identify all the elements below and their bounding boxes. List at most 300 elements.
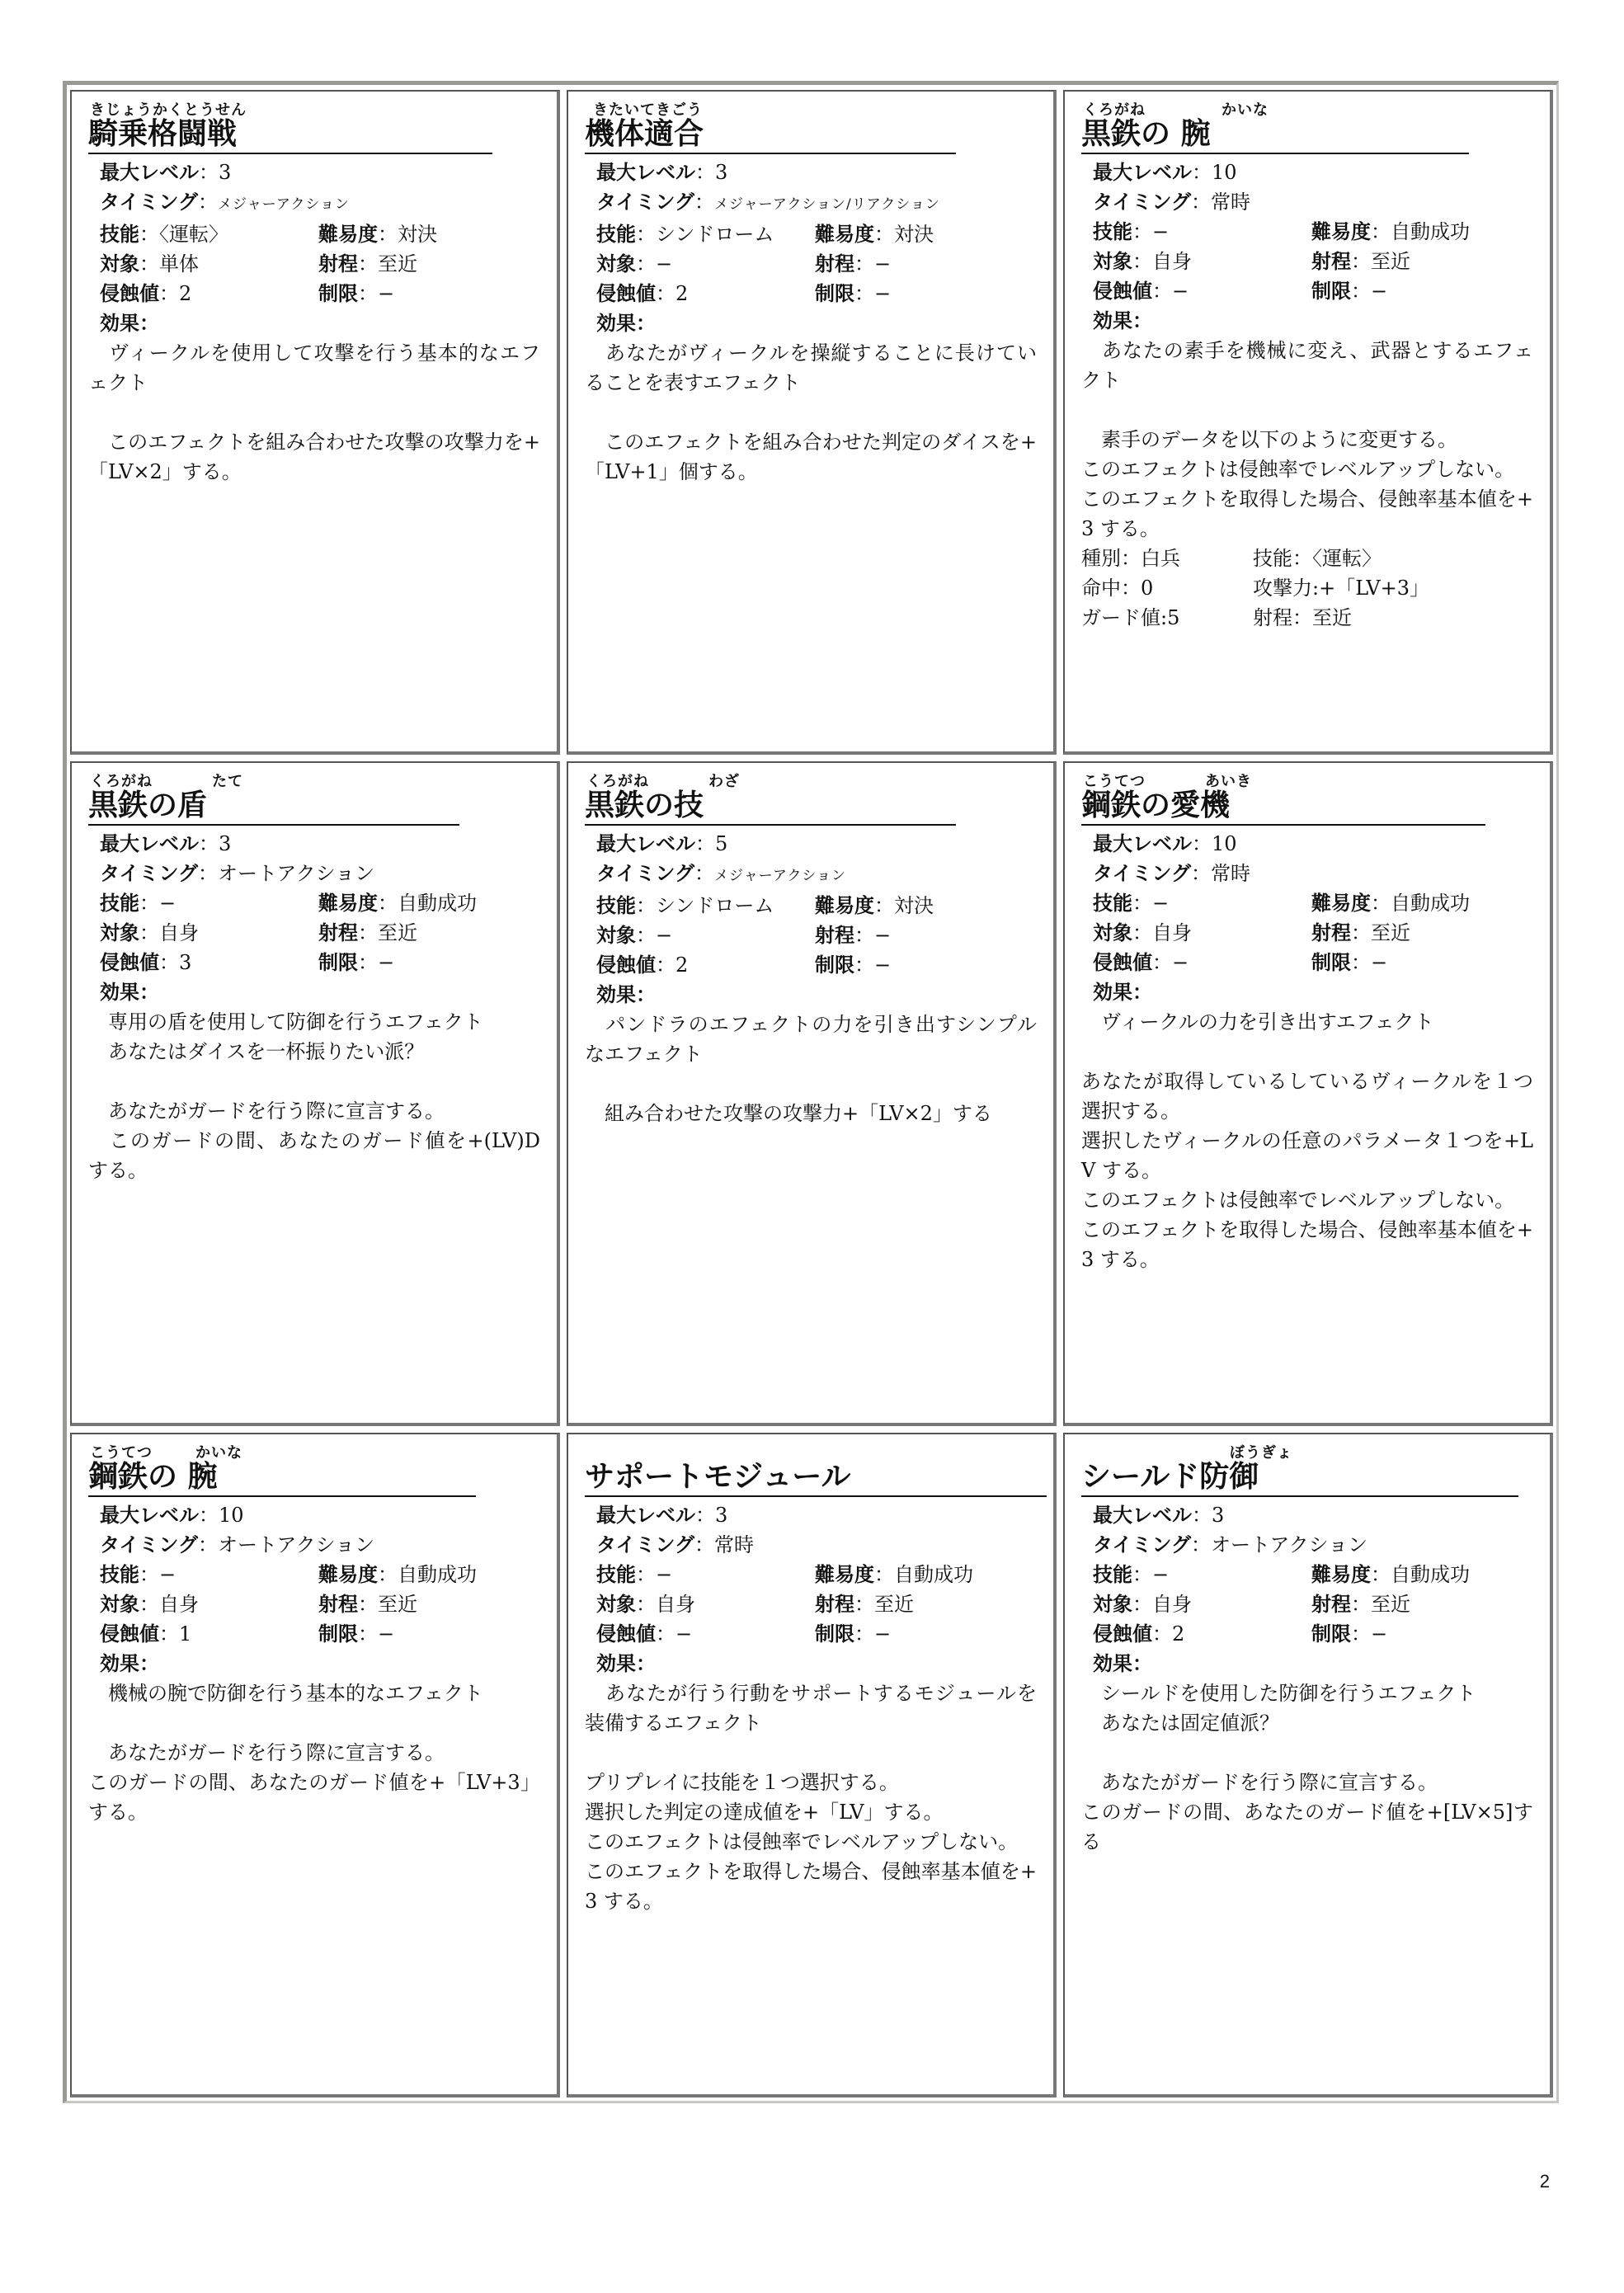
erosion-row <box>88 948 540 977</box>
max-level-label: 最大レベル <box>596 161 695 184</box>
title-ruby <box>1081 98 1533 119</box>
range-cell: 射程：至近 <box>318 921 417 944</box>
skill-cell: 技能：〈運転〉 <box>100 223 228 246</box>
weapon-attack <box>1253 573 1429 603</box>
range-cell: 射程：至近 <box>1311 921 1410 944</box>
target-cell: 対象：自身 <box>1093 921 1192 944</box>
erosion-label: 侵蝕値 <box>1093 951 1152 974</box>
ruby-text: くろがね <box>90 773 153 790</box>
skill-cell: 技能：− <box>100 892 177 915</box>
max-level-value: 3 <box>219 161 232 184</box>
ruby-text: たて <box>212 773 243 790</box>
limit-value: − <box>874 953 892 977</box>
difficulty-value: 自動成功 <box>1391 892 1470 915</box>
erosion-cell: 侵蝕値：1 <box>100 1622 192 1646</box>
skill-row <box>88 1560 540 1589</box>
ruby-text: くろがね <box>1083 101 1146 119</box>
timing-row: タイミング：常時 <box>596 1533 755 1556</box>
effect-label: 効果： <box>596 983 656 1006</box>
erosion-cell: 侵蝕値：− <box>1093 280 1189 303</box>
erosion-row <box>1081 276 1533 306</box>
skill-row <box>1081 1560 1533 1589</box>
effect-text: あなたがガードを行う際に宣言する。 <box>88 1741 445 1764</box>
effect-card <box>70 761 560 1426</box>
skill-row <box>1081 888 1533 918</box>
range-value: 至近 <box>1371 250 1410 273</box>
range-label: 射程 <box>1311 1593 1351 1616</box>
difficulty-label: 難易度 <box>815 894 874 917</box>
effect-card <box>567 90 1057 755</box>
skill-label: 技能 <box>100 223 139 246</box>
card-sheet <box>63 81 1559 2103</box>
range-label: 射程 <box>815 252 854 275</box>
max-level-row: 最大レベル：10 <box>100 1504 244 1527</box>
difficulty-cell: 難易度：自動成功 <box>1311 220 1470 243</box>
erosion-value: 2 <box>675 953 689 977</box>
card-title: シールド防御 <box>1081 1459 1518 1497</box>
skill-value: 〈運転〉 <box>159 223 228 246</box>
target-row <box>1081 247 1533 276</box>
limit-cell: 制限：− <box>815 953 892 977</box>
effect-text: このエフェクトは侵蝕率でレベルアップしない。 <box>1081 458 1515 481</box>
range-cell: 射程：至近 <box>318 252 417 275</box>
erosion-label: 侵蝕値 <box>596 1622 656 1646</box>
max-level-value: 10 <box>1212 161 1237 184</box>
range-value: 至近 <box>378 252 417 275</box>
effect-card <box>567 761 1057 1426</box>
erosion-label: 侵蝕値 <box>100 951 159 974</box>
title-ruby <box>88 98 540 119</box>
difficulty-cell: 難易度：自動成功 <box>1311 1563 1470 1586</box>
limit-value: − <box>378 282 395 305</box>
timing-row: タイミング：メジャーアクション <box>596 862 847 885</box>
skill-row <box>88 219 540 249</box>
effect-text: あなたはダイスを一杯振りたい派？ <box>88 1040 425 1063</box>
timing-value: メジャーアクション <box>714 868 847 884</box>
max-level-label: 最大レベル <box>100 1504 199 1527</box>
effect-text: あなたの素手を機械に変え、武器とするエフェクト <box>1081 339 1533 392</box>
target-label: 対象 <box>100 921 139 944</box>
paragraph-gap <box>88 1066 540 1096</box>
erosion-value: 3 <box>179 951 192 974</box>
target-value: − <box>656 252 673 275</box>
ruby-text: わざ <box>708 773 740 790</box>
effect-text: このエフェクトは侵蝕率でレベルアップしない。 <box>1081 1189 1515 1212</box>
range-value: 至近 <box>378 1593 417 1616</box>
range-label: 射程 <box>318 1593 358 1616</box>
timing-value: 常時 <box>1211 862 1251 885</box>
target-cell: 対象：自身 <box>1093 1593 1192 1616</box>
skill-value: − <box>1152 220 1170 243</box>
target-cell: 対象：自身 <box>100 921 199 944</box>
erosion-value: 2 <box>1172 1622 1185 1646</box>
max-level-row: 最大レベル：3 <box>100 832 232 855</box>
effect-text: このエフェクトを取得した場合、侵蝕率基本値を+3 する。 <box>1081 487 1533 540</box>
difficulty-label: 難易度 <box>1311 1563 1371 1586</box>
effect-text: あなたがガードを行う際に宣言する。 <box>88 1099 445 1123</box>
timing-value: 常時 <box>714 1533 755 1556</box>
effect-text: このエフェクトを組み合わせた判定のダイスを+「LV+1」個する。 <box>585 431 1037 483</box>
weapon-attack-label: 攻撃力: <box>1253 577 1320 600</box>
effect-text: あなたがヴィークルを操縦することに長けていることを表すエフェクト <box>585 341 1037 394</box>
target-row <box>585 1589 1037 1619</box>
skill-cell: 技能：− <box>596 1563 673 1586</box>
max-level-label: 最大レベル <box>1093 1504 1192 1527</box>
target-row <box>88 1589 540 1619</box>
timing-value: メジャーアクション <box>218 196 351 213</box>
max-level-value: 10 <box>219 1504 244 1527</box>
limit-cell: 制限：− <box>1311 1622 1388 1646</box>
target-row <box>1081 1589 1533 1619</box>
card-title: 黒鉄の技 <box>585 788 956 826</box>
max-level-label: 最大レベル <box>596 832 695 855</box>
skill-row <box>585 891 1037 920</box>
effect-label: 効果： <box>1093 1652 1152 1675</box>
title-ruby <box>585 98 1037 119</box>
title-ruby <box>88 1441 540 1462</box>
range-value: 至近 <box>1371 921 1410 944</box>
target-cell: 対象：自身 <box>1093 250 1192 273</box>
max-level-label: 最大レベル <box>100 161 199 184</box>
effect-text: このガードの間、あなたのガード値を+[LV×5]する <box>1081 1801 1533 1853</box>
difficulty-value: 自動成功 <box>1391 220 1470 243</box>
timing-row: タイミング：常時 <box>1093 191 1251 214</box>
weapon-hit-label: 命中： <box>1081 577 1141 600</box>
timing-label: タイミング <box>1093 1533 1192 1556</box>
skill-row <box>585 219 1037 249</box>
weapon-range-value: 至近 <box>1312 606 1352 629</box>
weapon-type-label: 種別： <box>1081 547 1141 570</box>
timing-value: 常時 <box>1211 191 1251 214</box>
max-level-row: 最大レベル：5 <box>596 832 728 855</box>
range-label: 射程 <box>1311 921 1351 944</box>
target-label: 対象 <box>596 1593 636 1616</box>
ruby-text: きたいてきごう <box>593 101 703 119</box>
timing-row: タイミング：常時 <box>1093 862 1251 885</box>
range-value: 至近 <box>874 1593 914 1616</box>
weapon-type <box>1081 544 1253 573</box>
weapon-guard <box>1081 603 1253 633</box>
erosion-value: − <box>1172 951 1189 974</box>
max-level-value: 3 <box>715 1504 728 1527</box>
range-value: 至近 <box>1371 1593 1410 1616</box>
max-level-value: 10 <box>1212 832 1237 855</box>
difficulty-label: 難易度 <box>318 892 378 915</box>
limit-label: 制限 <box>318 282 358 305</box>
erosion-label: 侵蝕値 <box>596 953 656 977</box>
target-label: 対象 <box>1093 921 1132 944</box>
target-label: 対象 <box>100 1593 139 1616</box>
effect-text: 素手のデータを以下のように変更する。 <box>1081 428 1457 451</box>
skill-value: シンドローム <box>656 223 774 246</box>
limit-label: 制限 <box>815 1622 854 1646</box>
skill-value: − <box>1152 1563 1170 1586</box>
effect-text: 選択したヴィークルの任意のパラメータ１つを+LV する。 <box>1081 1129 1533 1182</box>
range-cell: 射程：− <box>815 924 892 947</box>
card-grid <box>70 90 1553 2098</box>
card-title: 鋼鉄の 腕 <box>88 1459 476 1497</box>
max-level-value: 3 <box>1212 1504 1225 1527</box>
limit-value: − <box>874 1622 892 1646</box>
max-level-row: 最大レベル：3 <box>596 1504 728 1527</box>
timing-value: オートアクション <box>1211 1533 1368 1556</box>
limit-label: 制限 <box>815 953 854 977</box>
weapon-hit-value: 0 <box>1141 577 1154 600</box>
target-value: 自身 <box>656 1593 695 1616</box>
max-level-label: 最大レベル <box>596 1504 695 1527</box>
effect-label: 効果： <box>1093 981 1152 1004</box>
erosion-label: 侵蝕値 <box>596 282 656 305</box>
skill-cell: 技能：− <box>1093 1563 1170 1586</box>
difficulty-value: 対決 <box>894 223 934 246</box>
range-cell: 射程：至近 <box>815 1593 914 1616</box>
range-cell: 射程：− <box>815 252 892 275</box>
max-level-label: 最大レベル <box>100 832 199 855</box>
limit-cell: 制限：− <box>1311 280 1388 303</box>
paragraph-gap <box>1081 1738 1533 1768</box>
paragraph-gap <box>88 1708 540 1738</box>
weapon-range-label: 射程： <box>1253 606 1312 629</box>
timing-row: タイミング：オートアクション <box>100 862 375 885</box>
target-row <box>88 249 540 279</box>
target-label: 対象 <box>596 252 636 275</box>
limit-label: 制限 <box>318 951 358 974</box>
range-label: 射程 <box>815 1593 854 1616</box>
erosion-value: − <box>1172 280 1189 303</box>
target-value: − <box>656 924 673 947</box>
limit-label: 制限 <box>1311 280 1351 303</box>
effect-card <box>567 1433 1057 2098</box>
ruby-text: かいな <box>1222 101 1269 119</box>
difficulty-label: 難易度 <box>815 223 874 246</box>
timing-label: タイミング <box>100 191 199 214</box>
erosion-label: 侵蝕値 <box>100 1622 159 1646</box>
effect-text: パンドラのエフェクトの力を引き出すシンプルなエフェクト <box>585 1013 1037 1066</box>
target-cell: 対象：− <box>596 924 673 947</box>
effect-card <box>1063 761 1553 1426</box>
effect-text: 機械の腕で防御を行う基本的なエフェクト <box>88 1682 483 1705</box>
erosion-value: 1 <box>179 1622 192 1646</box>
target-value: 自身 <box>159 1593 199 1616</box>
effect-text: ヴィークルを使用して攻撃を行う基本的なエフェクト <box>88 341 540 394</box>
erosion-value: 2 <box>179 282 192 305</box>
title-ruby <box>585 1441 1037 1459</box>
paragraph-gap <box>585 1069 1037 1099</box>
skill-cell: 技能：− <box>1093 892 1170 915</box>
max-level-row: 最大レベル：3 <box>1093 1504 1225 1527</box>
erosion-cell: 侵蝕値：3 <box>100 951 192 974</box>
effect-label: 効果： <box>100 981 159 1004</box>
difficulty-label: 難易度 <box>1311 892 1371 915</box>
erosion-cell: 侵蝕値：2 <box>596 282 689 305</box>
effect-text: プリプレイに技能を１つ選択する。 <box>585 1771 899 1794</box>
max-level-row: 最大レベル：3 <box>596 161 728 184</box>
limit-cell: 制限：− <box>318 951 395 974</box>
skill-cell: 技能：− <box>100 1563 177 1586</box>
effect-text: あなたは固定値派？ <box>1081 1712 1279 1735</box>
title-ruby <box>1081 1441 1533 1462</box>
effect-card <box>1063 1433 1553 2098</box>
skill-value: − <box>656 1563 673 1586</box>
effect-card <box>70 1433 560 2098</box>
erosion-row <box>88 1619 540 1649</box>
ruby-text: ぼうぎょ <box>1230 1444 1292 1462</box>
weapon-guard-value: 5 <box>1167 606 1180 629</box>
card-title: 黒鉄の盾 <box>88 788 459 826</box>
limit-label: 制限 <box>815 282 854 305</box>
max-level-value: 3 <box>715 161 728 184</box>
erosion-cell: 侵蝕値：2 <box>596 953 689 977</box>
effect-text: このエフェクトは侵蝕率でレベルアップしない。 <box>585 1830 1019 1853</box>
limit-value: − <box>378 951 395 974</box>
target-label: 対象 <box>1093 1593 1132 1616</box>
skill-label: 技能 <box>100 1563 139 1586</box>
card-title: 鋼鉄の愛機 <box>1081 788 1485 826</box>
effect-text: あなたが行う行動をサポートするモジュールを装備するエフェクト <box>585 1682 1037 1735</box>
timing-label: タイミング <box>100 1533 199 1556</box>
difficulty-value: 自動成功 <box>894 1563 973 1586</box>
weapon-skill-value: 〈運転〉 <box>1312 547 1382 570</box>
range-cell: 射程：至近 <box>318 1593 417 1616</box>
effect-label: 効果： <box>596 312 656 335</box>
difficulty-value: 自動成功 <box>398 892 477 915</box>
limit-value: − <box>378 1622 395 1646</box>
erosion-cell: 侵蝕値：2 <box>100 282 192 305</box>
limit-value: − <box>1371 951 1388 974</box>
limit-label: 制限 <box>1311 951 1351 974</box>
target-label: 対象 <box>596 924 636 947</box>
target-row <box>1081 918 1533 948</box>
timing-label: タイミング <box>1093 862 1192 885</box>
difficulty-cell: 難易度：自動成功 <box>318 892 477 915</box>
paragraph-gap <box>1081 1037 1533 1066</box>
difficulty-value: 自動成功 <box>1391 1563 1470 1586</box>
effect-label: 効果： <box>100 1652 159 1675</box>
target-label: 対象 <box>100 252 139 275</box>
limit-cell: 制限：− <box>318 282 395 305</box>
erosion-label: 侵蝕値 <box>100 282 159 305</box>
effect-text: あなたが取得しているしているヴィークルを１つ選択する。 <box>1081 1070 1533 1123</box>
weapon-stat-row <box>1081 544 1533 573</box>
target-row <box>88 918 540 948</box>
limit-value: − <box>874 282 892 305</box>
range-label: 射程 <box>815 924 854 947</box>
limit-cell: 制限：− <box>815 1622 892 1646</box>
weapon-type-value: 白兵 <box>1141 547 1180 570</box>
weapon-attack-value: +「LV+3」 <box>1319 577 1430 600</box>
skill-value: シンドローム <box>656 894 774 917</box>
max-level-row: 最大レベル：10 <box>1093 161 1237 184</box>
weapon-guard-label: ガード値: <box>1081 606 1168 629</box>
ruby-text: こうてつ <box>90 1444 153 1462</box>
title-ruby <box>1081 770 1533 788</box>
difficulty-value: 対決 <box>398 223 437 246</box>
target-value: 自身 <box>1152 250 1192 273</box>
difficulty-cell: 難易度：自動成功 <box>318 1563 477 1586</box>
limit-value: − <box>1371 1622 1388 1646</box>
card-title: 騎乗格闘戦 <box>88 116 492 154</box>
target-label: 対象 <box>1093 250 1132 273</box>
effect-text: あなたがガードを行う際に宣言する。 <box>1081 1771 1438 1794</box>
ruby-text: きじょうかくとうせん <box>90 101 247 119</box>
skill-row <box>585 1560 1037 1589</box>
target-value: 自身 <box>159 921 199 944</box>
effect-card <box>70 90 560 755</box>
erosion-cell: 侵蝕値：− <box>596 1622 693 1646</box>
paragraph-gap <box>1081 395 1533 425</box>
ruby-text: あいき <box>1205 773 1252 790</box>
effect-text: このガードの間、あなたのガード値を+(LV)D する。 <box>88 1129 547 1182</box>
skill-label: 技能 <box>596 894 636 917</box>
max-level-label: 最大レベル <box>1093 161 1192 184</box>
skill-label: 技能 <box>1093 892 1132 915</box>
erosion-label: 侵蝕値 <box>1093 1622 1152 1646</box>
effect-text: このエフェクトを取得した場合、侵蝕率基本値を+3 する。 <box>585 1860 1037 1913</box>
timing-label: タイミング <box>596 862 695 885</box>
skill-label: 技能 <box>100 892 139 915</box>
range-value: − <box>874 924 892 947</box>
limit-value: − <box>1371 280 1388 303</box>
weapon-stat-row <box>1081 573 1533 603</box>
ruby-text: こうてつ <box>1083 773 1146 790</box>
skill-row <box>1081 217 1533 247</box>
target-cell: 対象：− <box>596 252 673 275</box>
target-value: 自身 <box>1152 921 1192 944</box>
difficulty-cell: 難易度：対決 <box>318 223 437 246</box>
difficulty-label: 難易度 <box>318 223 378 246</box>
erosion-cell: 侵蝕値：2 <box>1093 1622 1185 1646</box>
skill-row <box>88 888 540 918</box>
limit-cell: 制限：− <box>1311 951 1388 974</box>
card-title: サポートモジュール <box>585 1459 1047 1497</box>
target-cell: 対象：自身 <box>596 1593 695 1616</box>
difficulty-cell: 難易度：自動成功 <box>1311 892 1470 915</box>
erosion-value: 2 <box>675 282 689 305</box>
max-level-value: 3 <box>219 832 232 855</box>
title-ruby <box>88 770 540 788</box>
title-ruby <box>585 770 1037 788</box>
timing-row: タイミング：メジャーアクション <box>100 191 351 214</box>
range-cell: 射程：至近 <box>1311 1593 1410 1616</box>
limit-cell: 制限：− <box>318 1622 395 1646</box>
difficulty-value: 自動成功 <box>398 1563 477 1586</box>
target-value: 自身 <box>1152 1593 1192 1616</box>
timing-row: タイミング：オートアクション <box>100 1533 375 1556</box>
erosion-label: 侵蝕値 <box>1093 280 1152 303</box>
max-level-row: 最大レベル：3 <box>100 161 232 184</box>
target-row <box>585 920 1037 950</box>
target-cell: 対象：単体 <box>100 252 199 275</box>
limit-label: 制限 <box>318 1622 358 1646</box>
skill-cell: 技能：− <box>1093 220 1170 243</box>
erosion-row <box>585 279 1037 308</box>
skill-cell: 技能：シンドローム <box>596 223 774 246</box>
effect-card <box>1063 90 1553 755</box>
difficulty-label: 難易度 <box>815 1563 874 1586</box>
weapon-skill <box>1253 544 1382 573</box>
difficulty-label: 難易度 <box>1311 220 1371 243</box>
effect-text: このエフェクトを組み合わせた攻撃の攻撃力を+「LV×2」する。 <box>88 431 540 483</box>
timing-value: オートアクション <box>218 862 375 885</box>
weapon-stat-row <box>1081 603 1533 633</box>
skill-label: 技能 <box>596 1563 636 1586</box>
timing-label: タイミング <box>100 862 199 885</box>
target-cell: 対象：自身 <box>100 1593 199 1616</box>
range-value: 至近 <box>378 921 417 944</box>
weapon-skill-label: 技能： <box>1253 547 1312 570</box>
erosion-row <box>1081 1619 1533 1649</box>
difficulty-label: 難易度 <box>318 1563 378 1586</box>
